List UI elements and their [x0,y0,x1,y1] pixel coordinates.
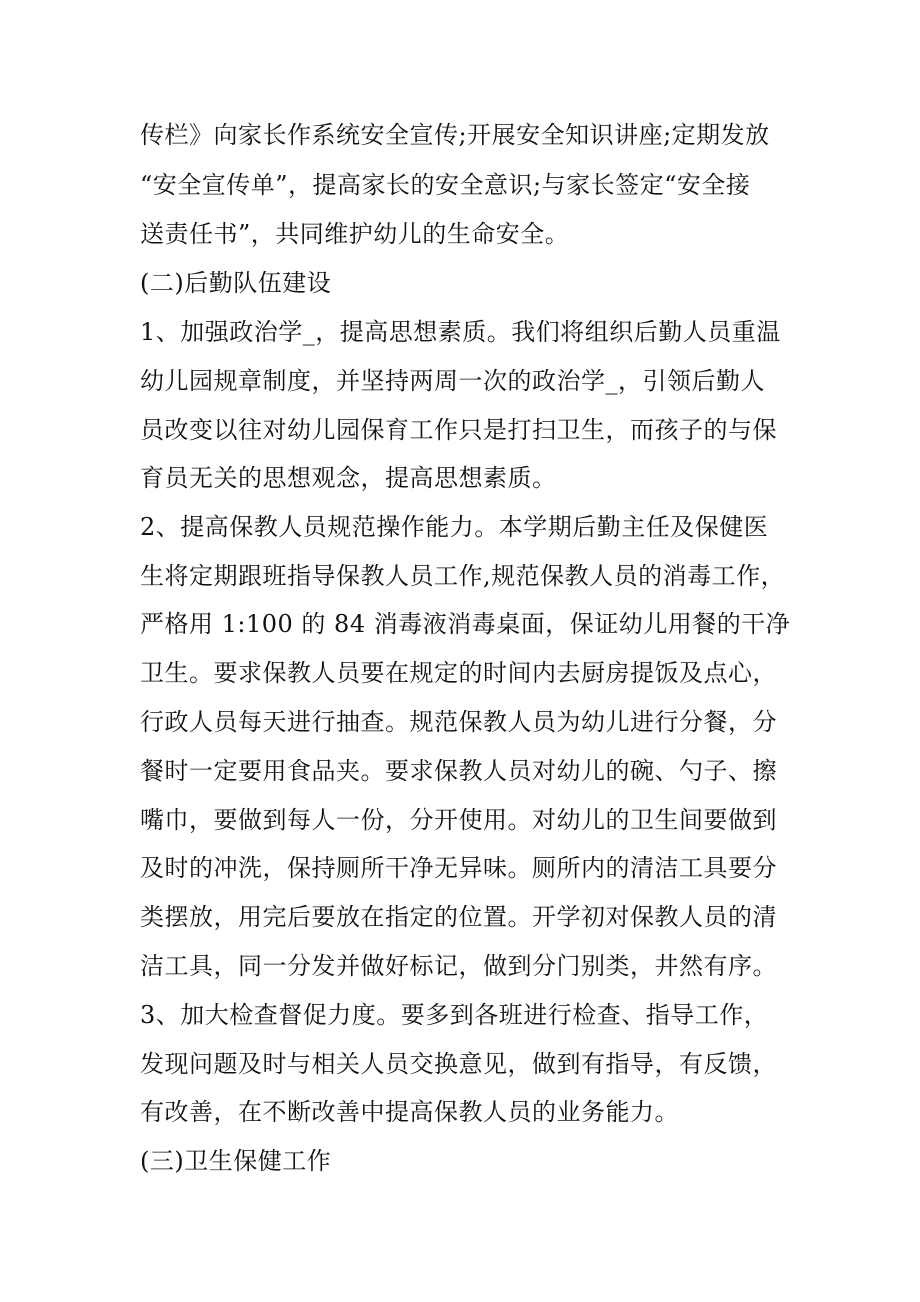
text-line: 1、加强政治学_，提高思想素质。我们将组织后勤人员重温 [140,318,781,346]
text-line: 有改善，在不断改善中提高保教人员的业务能力。 [140,1098,679,1126]
text-line: 2、提高保教人员规范操作能力。本学期后勤主任及保健医 [140,513,769,541]
text-line: 嘴巾，要做到每人一份，分开使用。对幼儿的卫生间要做到 [140,806,777,834]
text-line: 生将定期跟班指导保教人员工作,规范保教人员的消毒工作， [140,562,786,590]
text-line: 幼儿园规章制度，并坚持两周一次的政治学_，引领后勤人 [140,367,765,395]
text-line: 送责任书”，共同维护幼儿的生命安全。 [140,220,570,248]
text-line: 行政人员每天进行抽查。规范保教人员为幼儿进行分餐，分 [140,708,777,736]
text-line: 严格用 1:100 的 84 消毒液消毒桌面，保证幼儿用餐的干净 [140,610,791,638]
text-line: 及时的冲洗，保持厕所干净无异味。厕所内的清洁工具要分 [140,854,777,882]
text-line: 员改变以往对幼儿园保育工作只是打扫卫生，而孩子的与保 [140,416,777,444]
text-line: 卫生。要求保教人员要在规定的时间内去厨房提饭及点心， [140,659,777,687]
section-heading: (三)卫生保健工作 [140,1147,332,1175]
text-line: 3、加大检查督促力度。要多到各班进行检查、指导工作， [140,1001,769,1029]
text-line: 餐时一定要用食品夹。要求保教人员对幼儿的碗、勺子、擦 [140,757,777,785]
section-heading: (二)后勤队伍建设 [140,269,332,297]
text-line: 传栏》向家长作系统安全宣传;开展安全知识讲座;定期发放 [140,121,770,149]
text-line: 育员无关的思想观念，提高思想素质。 [140,464,557,492]
text-line: 洁工具，同一分发并做好标记，做到分门别类，井然有序。 [140,952,777,980]
text-line: 发现问题及时与相关人员交换意见，做到有指导，有反馈， [140,1050,777,1078]
text-line: “安全宣传单”，提高家长的安全意识;与家长签定“安全接 [140,171,751,199]
text-line: 类摆放，用完后要放在指定的位置。开学初对保教人员的清 [140,903,777,931]
